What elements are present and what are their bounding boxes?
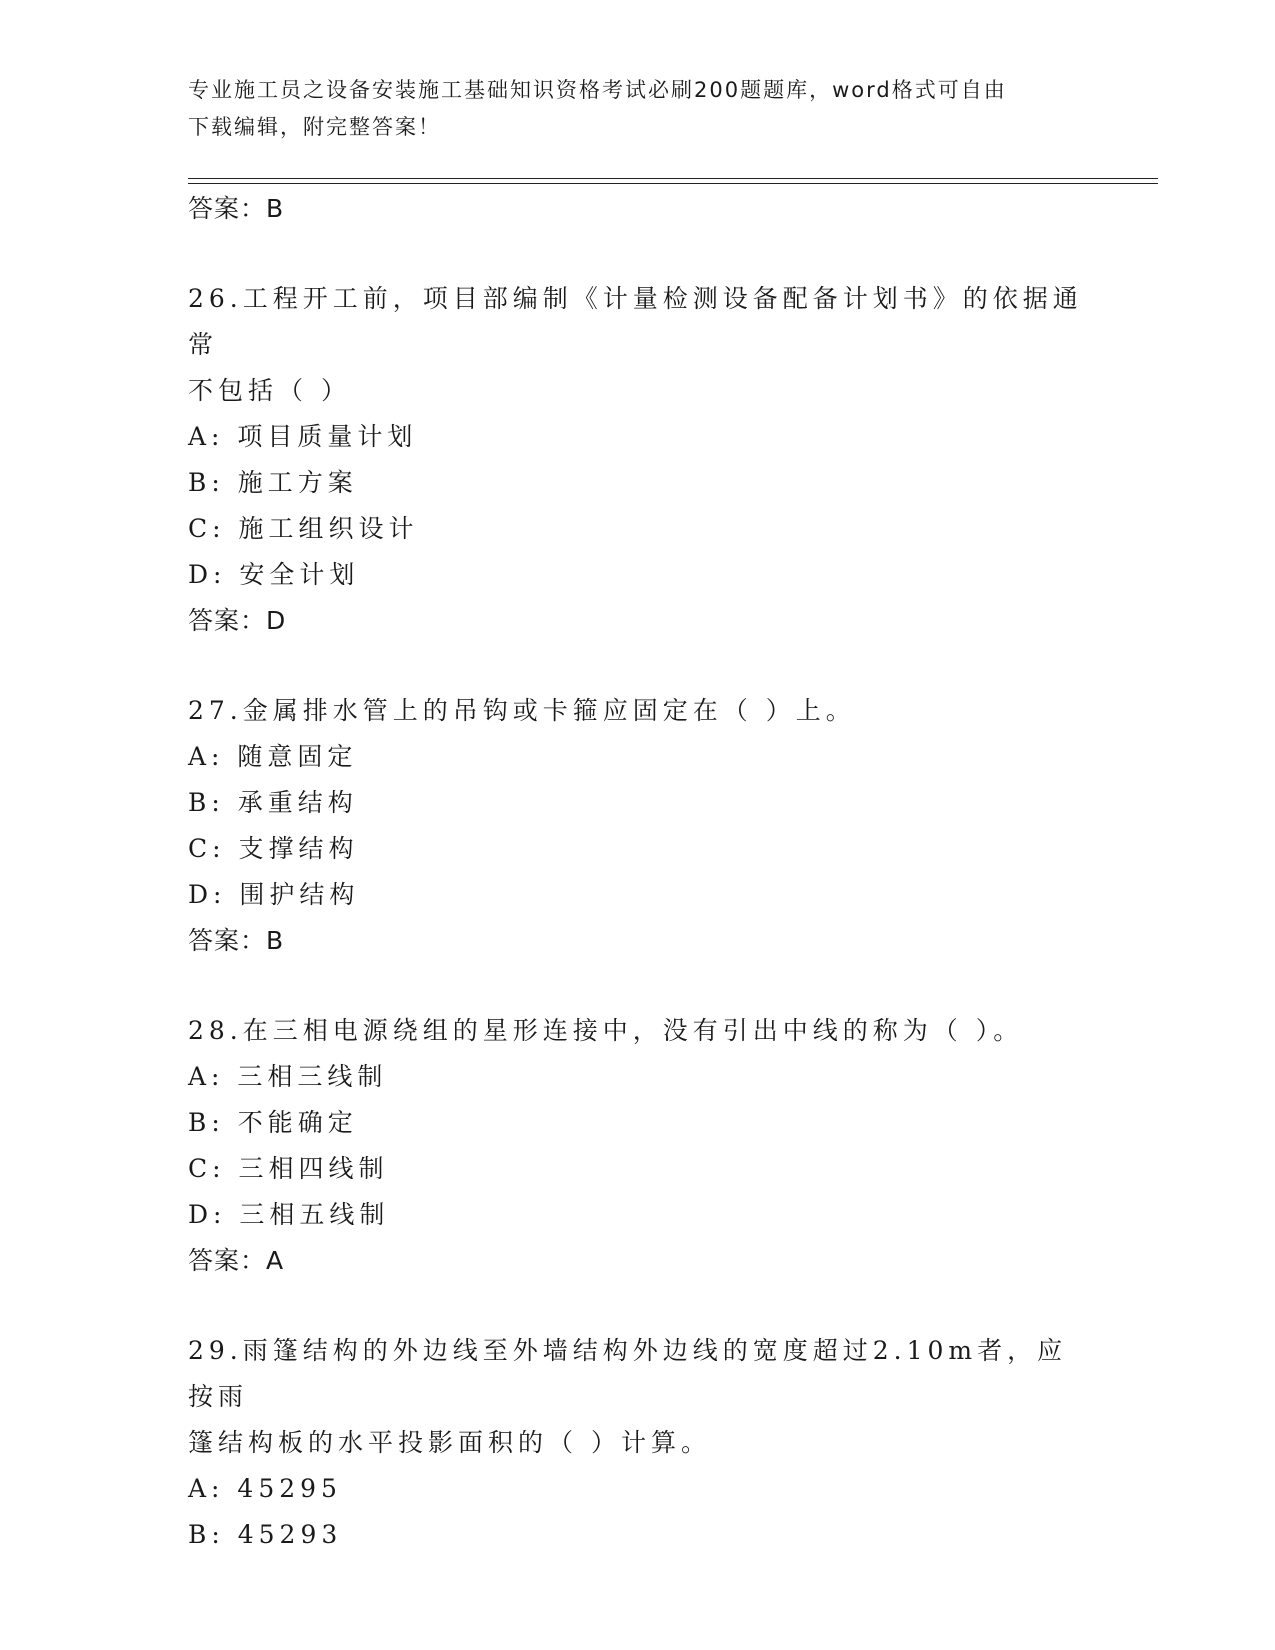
header-line-1: 专业施工员之设备安装施工基础知识资格考试必刷200题题库，word格式可自由 bbox=[188, 78, 1007, 102]
question-text-line: 27.金属排水管上的吊钩或卡箍应固定在（ ）上。 bbox=[188, 696, 856, 725]
option-a: A: 45295 bbox=[188, 1474, 342, 1503]
question-28 bbox=[188, 1008, 1088, 1284]
option-d: D: 安全计划 bbox=[188, 560, 360, 589]
option-b: B: 45293 bbox=[188, 1520, 343, 1549]
option-d: D: 三相五线制 bbox=[188, 1200, 390, 1229]
option-d: D: 围护结构 bbox=[188, 880, 360, 909]
option-b: B: 承重结构 bbox=[188, 788, 358, 817]
question-text-line: 29.雨篷结构的外边线至外墙结构外边线的宽度超过2.10m者，应按雨 bbox=[188, 1336, 1068, 1411]
option-a: A: 随意固定 bbox=[188, 742, 358, 771]
question-29 bbox=[188, 1328, 1088, 1558]
header-line-2: 下载编辑，附完整答案！ bbox=[188, 115, 441, 139]
answer-line: 答案：A bbox=[188, 1246, 285, 1275]
question-27 bbox=[188, 688, 1088, 964]
option-a: A: 三相三线制 bbox=[188, 1062, 388, 1091]
question-text-line: 篷结构板的水平投影面积的（ ）计算。 bbox=[188, 1428, 711, 1457]
option-c: C: 三相四线制 bbox=[188, 1154, 389, 1183]
header-divider-top bbox=[188, 178, 1158, 179]
question-list bbox=[188, 186, 1088, 1558]
option-b: B: 施工方案 bbox=[188, 468, 358, 497]
option-a: A: 项目质量计划 bbox=[188, 422, 418, 451]
answer-line: 答案：B bbox=[188, 926, 285, 955]
option-c: C: 施工组织设计 bbox=[188, 514, 419, 543]
header-divider-bottom bbox=[188, 183, 1158, 184]
question-text-line: 26.工程开工前，项目部编制《计量检测设备配备计划书》的依据通常 bbox=[188, 284, 1083, 359]
question-26 bbox=[188, 276, 1088, 644]
answer-line: 答案：B bbox=[188, 194, 285, 223]
question-text-line: 不包括（ ） bbox=[188, 376, 351, 405]
answer-line: 答案：D bbox=[188, 606, 287, 635]
option-b: B: 不能确定 bbox=[188, 1108, 358, 1137]
question-text-line: 28.在三相电源绕组的星形连接中，没有引出中线的称为（ ）。 bbox=[188, 1016, 1024, 1045]
document-header bbox=[188, 72, 1088, 146]
option-c: C: 支撑结构 bbox=[188, 834, 359, 863]
